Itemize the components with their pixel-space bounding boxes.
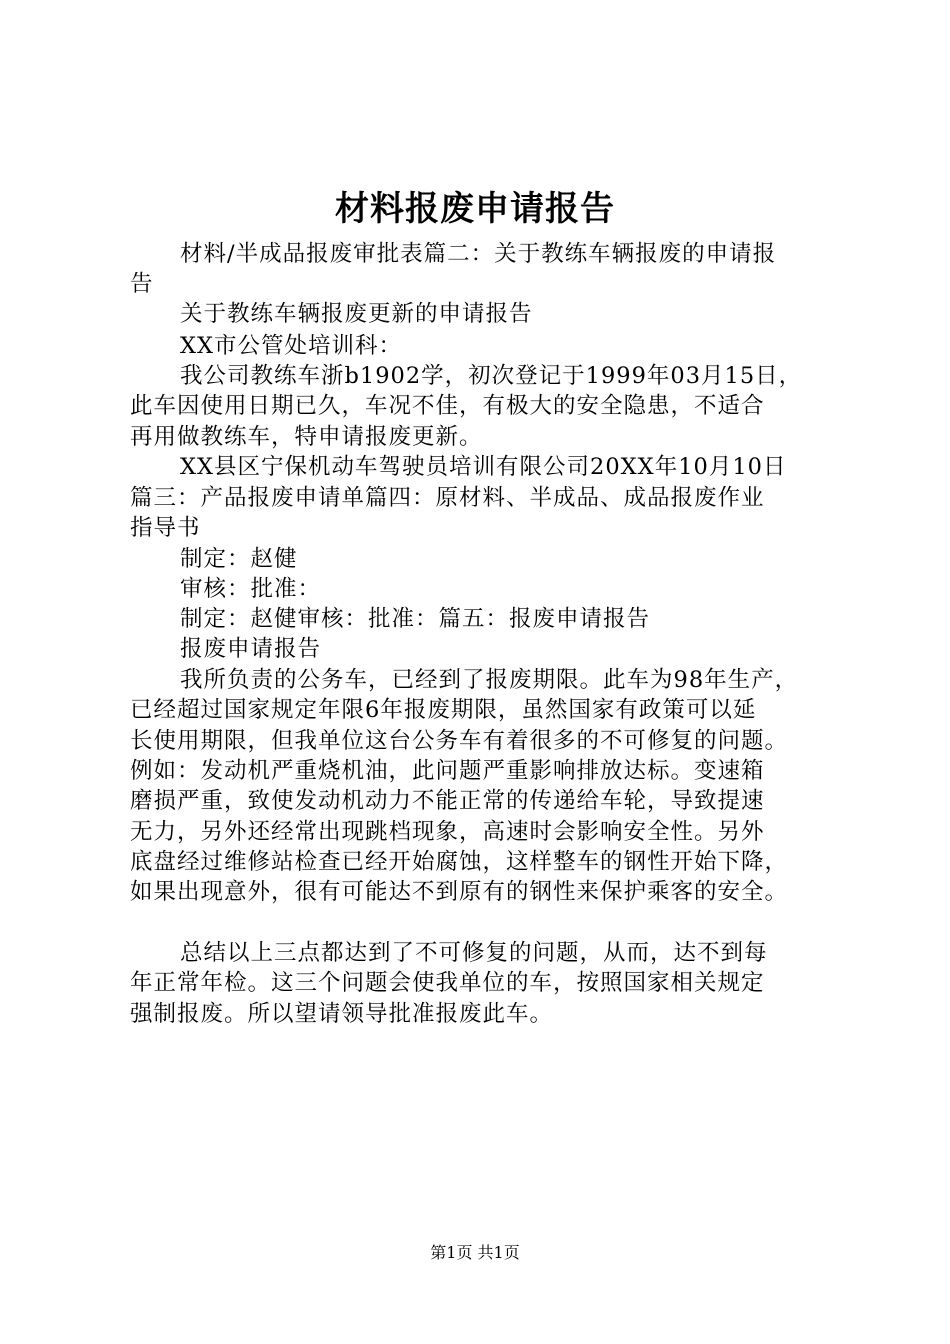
paragraph-line: 已经超过国家规定年限6年报废期限，虽然国家有政策可以延 <box>130 697 757 723</box>
paragraph-line: 关于教练车辆报废更新的申请报告 <box>180 301 533 327</box>
paragraph-line: XX市公管处培训科： <box>180 333 403 359</box>
paragraph-line: 材料/半成品报废审批表篇二：关于教练车辆报废的申请报 <box>180 241 777 267</box>
paragraph-line: 审核：批准： <box>180 576 322 602</box>
paragraph-line: 如果出现意外，很有可能达不到原有的钢性来保护乘客的安全。 <box>130 879 789 905</box>
paragraph-line: 我公司教练车浙b1902学，初次登记于1999年03月15日， <box>180 363 803 389</box>
paragraph-line: 强制报废。所以望请领导批准报废此车。 <box>130 1001 554 1027</box>
paragraph-line: 我所负责的公务车，已经到了报废期限。此车为98年生产， <box>180 667 799 693</box>
paragraph-line: 磨损严重，致使发动机动力不能正常的传递给车轮，导致提速 <box>130 788 765 814</box>
page-number-footer: 第1页 共1页 <box>430 1243 520 1262</box>
paragraph-line: 无力，另外还经常出现跳档现象，高速时会影响安全性。另外 <box>130 819 765 845</box>
paragraph-line: 年正常年检。这三个问题会使我单位的车，按照国家相关规定 <box>130 970 765 996</box>
paragraph-line: 制定：赵健 <box>180 546 298 572</box>
paragraph-line: 底盘经过维修站检查已经开始腐蚀，这样整车的钢性开始下降， <box>130 849 789 875</box>
paragraph-line: 例如：发动机严重烧机油，此问题严重影响排放达标。变速箱 <box>130 758 765 784</box>
paragraph-line: XX县区宁保机动车驾驶员培训有限公司20XX年10月10日 <box>180 454 787 480</box>
paragraph-line: 报废申请报告 <box>180 636 322 662</box>
paragraph-line: 篇三：产品报废申请单篇四：原材料、半成品、成品报废作业 <box>130 485 765 511</box>
paragraph-line: 制定：赵健审核：批准：篇五：报废申请报告 <box>180 606 651 632</box>
paragraph-line: 指导书 <box>130 515 201 541</box>
paragraph-line: 长使用期限，但我单位这台公务车有着很多的不可修复的问题。 <box>130 728 789 754</box>
document-title: 材料报废申请报告 <box>335 189 615 229</box>
paragraph-line: 此车因使用日期已久，车况不佳，有极大的安全隐患，不适合 <box>130 393 765 419</box>
paragraph-line: 告 <box>130 271 154 297</box>
paragraph-line: 总结以上三点都达到了不可修复的问题，从而，达不到每 <box>180 940 768 966</box>
paragraph-line: 再用做教练车，特申请报废更新。 <box>130 424 483 450</box>
